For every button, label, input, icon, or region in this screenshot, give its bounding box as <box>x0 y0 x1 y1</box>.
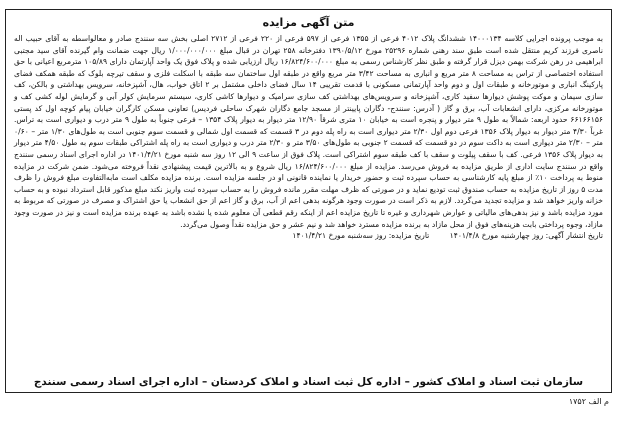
reference-number: م الف ۱۷۵۲ <box>568 397 609 406</box>
notice-title: متن آگهی مزایده <box>262 16 355 29</box>
notice-dates <box>14 230 603 241</box>
auction-date: تاریخ مزایده: روز سه‌شنبه مورخ ۱۴۰۱/۴/۲۱ <box>292 231 430 241</box>
organization-name: سازمان ثبت اسناد و املاک کشور – اداره کل ثبت اسناد و املاک کردستان – اداره اجرای اسناد رسمی سنندج <box>33 376 584 388</box>
publish-date: تاریخ انتشار آگهی: روز چهارشنبه مورخ ۱۴۰۱/۴/۸ <box>449 231 603 241</box>
notice-body: به موجب پرونده اجرایی کلاسه ۱۴۰۰۰۱۳۴ ششدانگ پلاک ۴۰۱۲ فرعی از ۱۳۵۵ فرعی از ۵۹۷ فرعی از ۲۲۰ فرعی از ۲۷۱۲ اصلی بخش سه سنندج صادر و معالواسطه به آقای حبیب اله ناصری فرزند کریم منتقل شده است طبق سند رهنی شماره ۲۵۲۹۶ مورخ ۱۳۹۰/۵/۱۲ دفترخانه ۲۵۸ تهران در قبال مبلغ ۱/۰۰۰/۰۰۰/۰۰۰ ریال جهت ضمانت وام گیرنده آقای سید مجتبی ابراهیمی در رهن شرکت بهمن دیزل قرار گرفته و طبق نظر کارشناس رسمی به مبلغ ۱۶/۸۲۴/۶۰۰/۰۰۰ ریال ارزیابی شده و پلاک فوق یک واحد آپارتمان دارای ۱۰۵/۸۹ مترمربع اعیانی با حق استفاده اختصاصی از تراس به مساحت ۸ متر مربع و انباری به مساحت ۳/۴۲ متر مربع واقع در طبقه اول ساختمان سه طبقه با اسکلت فلزی و سقف تیرچه بلوک که طبقه همکف فضای پارکینگ انباری و موتورخانه و طبقات اول و دوم واحد آپارتمانی مسکونی با قدمت تقریبی ۱۴ سال فضای داخلی مشتمل بر ۲ اتاق خواب، هال، آشپزخانه، سرویس بهداشتی و بالکن، کف سازی سیمان و موکت پوشش دیوارها سفید کاری، آشپزخانه و سرویس‌های بهداشتی کف سازی سرامیک و دیوارها کاشی کاری، سیستم سرمایش کولر آبی و گرمایش لوله کشی کف و موتورخانه مرکزی، دارای انشعابات آب، برق و گاز ( آدرس: سنندج- دگاران پایینتر از مسجد جامع دگاران شهرک ساحلی فردیس) تعاونی مسکن کارگران خیابان پیام کوچه اول کد پستی ۶۶۱۶۶۱۵۶ حدود اربعه: شمالاً به طول ۹ متر دیوار و پنجره است به خیابان ۱۰ متری شرقاً ۱۲/۹۰ متر دیوار به دیوار پلاک ۱۳۵۴ – فرعی جنوباً به طول ۹ متر درب و دیواری است به تراس. غرباً ۴/۳۰ متر دیوار به دیوار پلاک ۱۳۵۶ فرعی دوم اول ۲/۳۰ متر دیواری است به راه پله دوم در ۳ قسمت که قسمت اول شمالی و قسمت سوم جنوبی است به طول‌های ۱/۳۰ متر – ۰/۶۰ متر – ۲/۳۰ متر دیواری است به داکت سوم در دو قسمت که قسمت ۲ جنوبی به طول‌های ۳/۵۰ متر و ۲/۳۰ متر درب و دیواری است به راه پله اشتراکی طبقات سوم به طول ۴/۵۰ متر دیوار به دیوار پلاک ۱۳۵۶ فرعی. کف با سقف پیلوت و سقف با کف طبقه سوم اشتراکی است. پلاک فوق از ساعت ۹ الی ۱۲ روز سه شنبه مورخ ۱۴۰۱/۴/۲۱ در اداره اجرای اسناد رسمی سنندج واقع در سنندج سایت اداری از طریق مزایده به فروش می‌رسد. مزایده از مبلغ ۱۶/۸۲۴/۶۰۰/۰۰۰ ریال شروع و به بالاترین قیمت پیشنهادی نقداً فروخته می‌شود. ضمن شرکت در مزایده منوط به پرداخت ۱۰٪ از مبلغ پایه کارشناسی به حساب سپرده ثبت و حضور خریدار یا نماینده قانونی او در جلسه مزایده است. برنده مزایده مکلف است مابه‌التفاوت مبلغ فروش را ظرف مدت ۵ روز از تاریخ مزایده به حساب صندوق ثبت تودیع نماید و در صورتی که ظرف مهلت مقرر مانده فروش را به حساب سپرده ثبت واریز نکند مبلغ مذکور قابل استرداد نبوده و به حساب خزانه واریز خواهد شد و مزایده تجدید می‌گردد. لازم به ذکر است در صورت وجود هرگونه بدهی اعم از آب، برق و گاز اعم از حق انشعاب یا حق اشتراک و مصرف در صورتی که مربوط به مورد مزایده باشد و نیز بدهی‌های مالیاتی و عوارض شهرداری و غیره تا تاریخ مزایده اعم از اینکه رقم قطعی آن معلوم شده یا نشده باشد به عهده برنده مزایده است و نیز در صورت وجود مازاد، وجوه پرداختی بابت هزینه‌های فوق از محل مازاد به برنده مزایده مسترد خواهد شد و نیم عشر و حق مزایده نقداً وصول می‌گردد. <box>14 34 604 229</box>
notice-frame <box>5 9 612 393</box>
